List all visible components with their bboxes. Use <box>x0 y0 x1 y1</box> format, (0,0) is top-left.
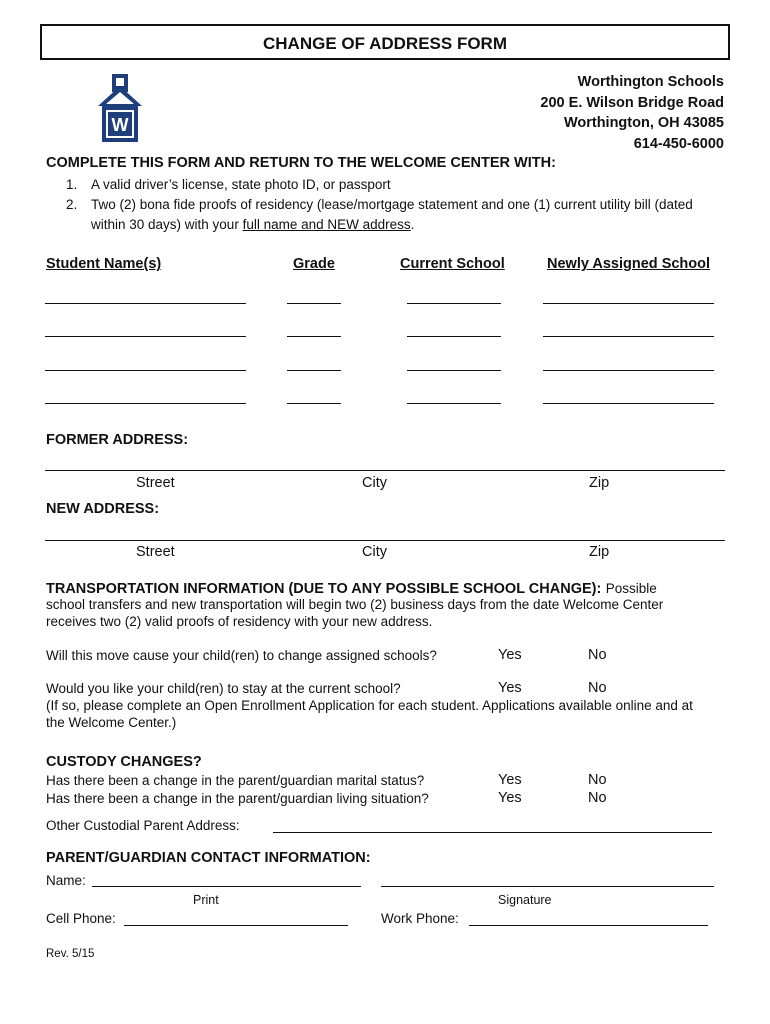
former-zip-label: Zip <box>589 475 610 491</box>
instruction-number-2: 2. <box>66 197 78 212</box>
transport-q2-note-1: (If so, please complete an Open Enrollment Application for each student. Applications available online and at <box>46 698 693 713</box>
school-city: Worthington, OH 43085 <box>563 115 724 131</box>
instruction-item-1: A valid driver’s license, state photo ID, or passport <box>91 177 391 192</box>
transport-q2-note-2: the Welcome Center.) <box>46 715 177 730</box>
custody-question-2: Has there been a change in the parent/guardian living situation? <box>46 791 429 806</box>
grade-field[interactable] <box>287 403 341 404</box>
svg-text:W: W <box>111 115 129 135</box>
school-street: 200 E. Wilson Bridge Road <box>540 94 724 111</box>
transport-question-1: Will this move cause your child(ren) to change assigned schools? <box>46 648 437 663</box>
col-new-school: Newly Assigned School <box>547 256 711 272</box>
col-grade: Grade <box>293 256 335 272</box>
contact-heading: PARENT/GUARDIAN CONTACT INFORMATION: <box>46 850 371 866</box>
former-city-label: City <box>362 475 387 491</box>
new-school-field[interactable] <box>543 403 714 404</box>
name-label: Name: <box>46 873 86 888</box>
custody-question-1: Has there been a change in the parent/guardian marital status? <box>46 773 425 788</box>
form-title: CHANGE OF ADDRESS FORM <box>40 24 730 60</box>
instruction-period: . <box>410 217 415 232</box>
cell-phone-label: Cell Phone: <box>46 911 116 926</box>
instruction-emphasis: full name and NEW address <box>242 217 411 232</box>
student-name-field[interactable] <box>45 336 246 337</box>
grade-field[interactable] <box>287 336 341 337</box>
current-school-field[interactable] <box>407 370 501 371</box>
instructions-heading: COMPLETE THIS FORM AND RETURN TO THE WELCOME CENTER WITH: <box>46 155 556 171</box>
school-phone: 614-450-6000 <box>633 135 724 152</box>
revision-label: Rev. 5/15 <box>46 948 95 960</box>
print-label: Print <box>193 893 219 907</box>
former-street-label: Street <box>136 475 175 491</box>
other-custodial-address-field[interactable] <box>273 832 712 833</box>
current-school-field[interactable] <box>407 303 501 304</box>
new-address-heading: NEW ADDRESS: <box>46 501 160 517</box>
transport-question-2: Would you like your child(ren) to stay at the current school? <box>46 681 401 696</box>
print-name-field[interactable] <box>92 886 361 887</box>
transport-q1-no[interactable]: No <box>588 647 607 663</box>
transport-q2-no[interactable]: No <box>588 680 607 696</box>
former-address-heading: FORMER ADDRESS: <box>46 432 189 448</box>
cell-phone-field[interactable] <box>124 925 348 926</box>
student-name-field[interactable] <box>45 303 246 304</box>
transportation-text-2: school transfers and new transportation will begin two (2) business days from the date Welcome Center <box>46 597 664 612</box>
instruction-text: within 30 days) with your <box>91 217 243 232</box>
new-school-field[interactable] <box>543 370 714 371</box>
new-school-field[interactable] <box>543 336 714 337</box>
new-address-field[interactable] <box>45 540 725 541</box>
transportation-text-3: receives two (2) valid proofs of residency with your new address. <box>46 614 433 629</box>
grade-field[interactable] <box>287 303 341 304</box>
student-name-field[interactable] <box>45 403 246 404</box>
school-address-block <box>540 72 724 154</box>
new-city-label: City <box>362 544 387 560</box>
transport-q1-yes[interactable]: Yes <box>498 647 522 663</box>
transportation-heading-line <box>46 580 657 598</box>
work-phone-label: Work Phone: <box>381 911 459 926</box>
new-school-field[interactable] <box>543 303 714 304</box>
signature-label: Signature <box>498 893 552 907</box>
new-zip-label: Zip <box>589 544 610 560</box>
custody-q1-no[interactable]: No <box>588 772 607 788</box>
schoolhouse-logo-icon <box>98 72 142 144</box>
custody-q2-yes[interactable]: Yes <box>498 790 522 806</box>
transportation-text-1: Possible <box>605 581 657 596</box>
new-street-label: Street <box>136 544 175 560</box>
instruction-item-2-cont <box>91 217 414 232</box>
school-name: Worthington Schools <box>577 74 724 90</box>
former-address-field[interactable] <box>45 470 725 471</box>
student-name-field[interactable] <box>45 370 246 371</box>
custody-q1-yes[interactable]: Yes <box>498 772 522 788</box>
other-custodial-label: Other Custodial Parent Address: <box>46 818 240 833</box>
signature-field[interactable] <box>381 886 714 887</box>
current-school-field[interactable] <box>407 336 501 337</box>
custody-heading: CUSTODY CHANGES? <box>46 754 202 770</box>
grade-field[interactable] <box>287 370 341 371</box>
transport-q2-yes[interactable]: Yes <box>498 680 522 696</box>
transportation-heading: TRANSPORTATION INFORMATION (DUE TO ANY POSSIBLE SCHOOL CHANGE): <box>46 581 602 597</box>
col-student-name: Student Name(s) <box>46 256 162 272</box>
current-school-field[interactable] <box>407 403 501 404</box>
custody-q2-no[interactable]: No <box>588 790 607 806</box>
instruction-number-1: 1. <box>66 177 78 192</box>
instruction-item-2: Two (2) bona fide proofs of residency (lease/mortgage statement and one (1) current utility bill (dated <box>91 197 693 212</box>
col-current-school: Current School <box>400 256 505 272</box>
work-phone-field[interactable] <box>469 925 708 926</box>
